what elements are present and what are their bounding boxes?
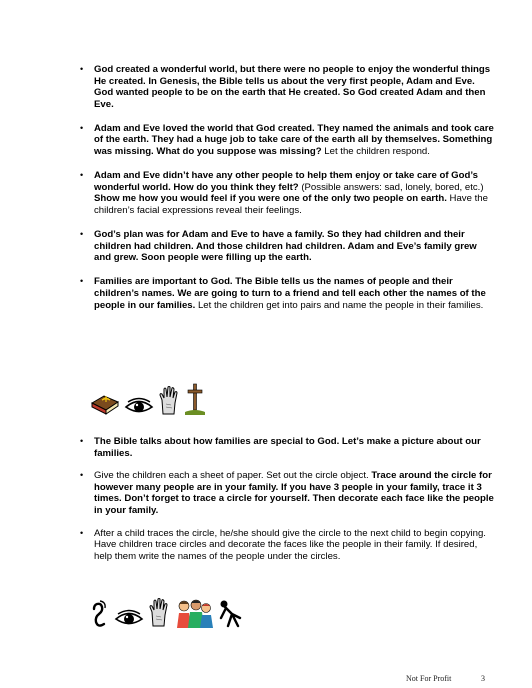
bold-text: Families are important to God. The Bible tells us the names of people and their children’s names. We are going to turn to a friend and tell each other the names of the people in our families. — [94, 276, 486, 311]
bullet-dot: • — [80, 470, 84, 481]
icon-row-bottom — [90, 598, 244, 628]
normal-text: Let the children respond. — [321, 146, 430, 158]
eye-icon — [124, 396, 154, 416]
bullet-dot: • — [80, 276, 84, 287]
list-item — [80, 276, 494, 311]
normal-text: Give the children each a sheet of paper. Set out the circle object. — [94, 470, 372, 482]
book-icon — [90, 390, 120, 416]
bullet-dot: • — [80, 122, 84, 133]
footer-label: Not For Profit — [406, 674, 452, 683]
bullet-dot: • — [80, 527, 84, 538]
hand-icon — [148, 598, 170, 628]
stretching-person-icon — [218, 598, 244, 628]
eye-icon — [114, 608, 144, 628]
bullet-list-intro — [80, 64, 494, 324]
list-item — [80, 470, 494, 516]
cross-icon — [184, 382, 206, 416]
bold-text: God’s plan was for Adam and Eve to have a family. So they had children and their children had children. And those children had children. Adam and Eve’s family grew and grew. Soon people were filling up the earth. — [94, 229, 477, 264]
bullet-dot: • — [80, 170, 84, 181]
bold-text: Trace around the circle for however many people are in your family. If you have 3 people in your family, trace it 3 times. Don’t forget to trace a circle for yourself. Then decorate each face like the people in your family. — [94, 470, 494, 516]
normal-text: Have the children’s facial expressions reveal their feelings. — [94, 193, 488, 216]
normal-text: Let the children get into pairs and name the people in their families. — [195, 299, 484, 311]
list-item — [80, 64, 494, 110]
bullet-list-activity — [80, 436, 494, 573]
bullet-dot: • — [80, 64, 84, 74]
ear-icon — [90, 598, 110, 628]
list-item — [80, 436, 494, 459]
list-item — [80, 527, 494, 563]
normal-text: After a child traces the circle, he/she should give the circle to the next child to begin copying. Have children trace circles and decorate the faces like the people in their family. If desired, help them write the names of the people under the circles. — [94, 527, 486, 562]
list-item — [80, 170, 494, 216]
normal-text: (Possible answers: sad, lonely, bored, etc.) — [298, 181, 484, 193]
bold-text: God created a wonderful world, but there were no people to enjoy the wonderful things He created. In Genesis, the Bible tells us about the very first people, Adam and Eve. God wanted people to be on the earth that He created. So God created Adam and then Eve. — [94, 64, 491, 110]
bold-text: Show me how you would feel if you were one of the only two people on earth. — [94, 193, 447, 205]
bullet-dot: • — [80, 436, 84, 446]
children-group-icon — [174, 598, 214, 628]
bold-text: Adam and Eve loved the world that God created. They named the animals and took care of the earth. They had a huge job to take care of the earth all by themselves. Something was missing. What do you suppose was missing? — [94, 122, 494, 158]
bold-text: Adam and Eve didn’t have any other people to help them enjoy or take care of God’s wonderful world. How do you think they felt? — [94, 170, 479, 193]
bullet-dot: • — [80, 229, 84, 240]
hand-icon — [158, 386, 180, 416]
page-number: 3 — [481, 674, 485, 683]
list-item — [80, 229, 494, 264]
list-item — [80, 122, 494, 158]
icon-row-top — [90, 382, 206, 416]
bold-text: The Bible talks about how families are special to God. Let’s make a picture about our families. — [94, 436, 481, 459]
